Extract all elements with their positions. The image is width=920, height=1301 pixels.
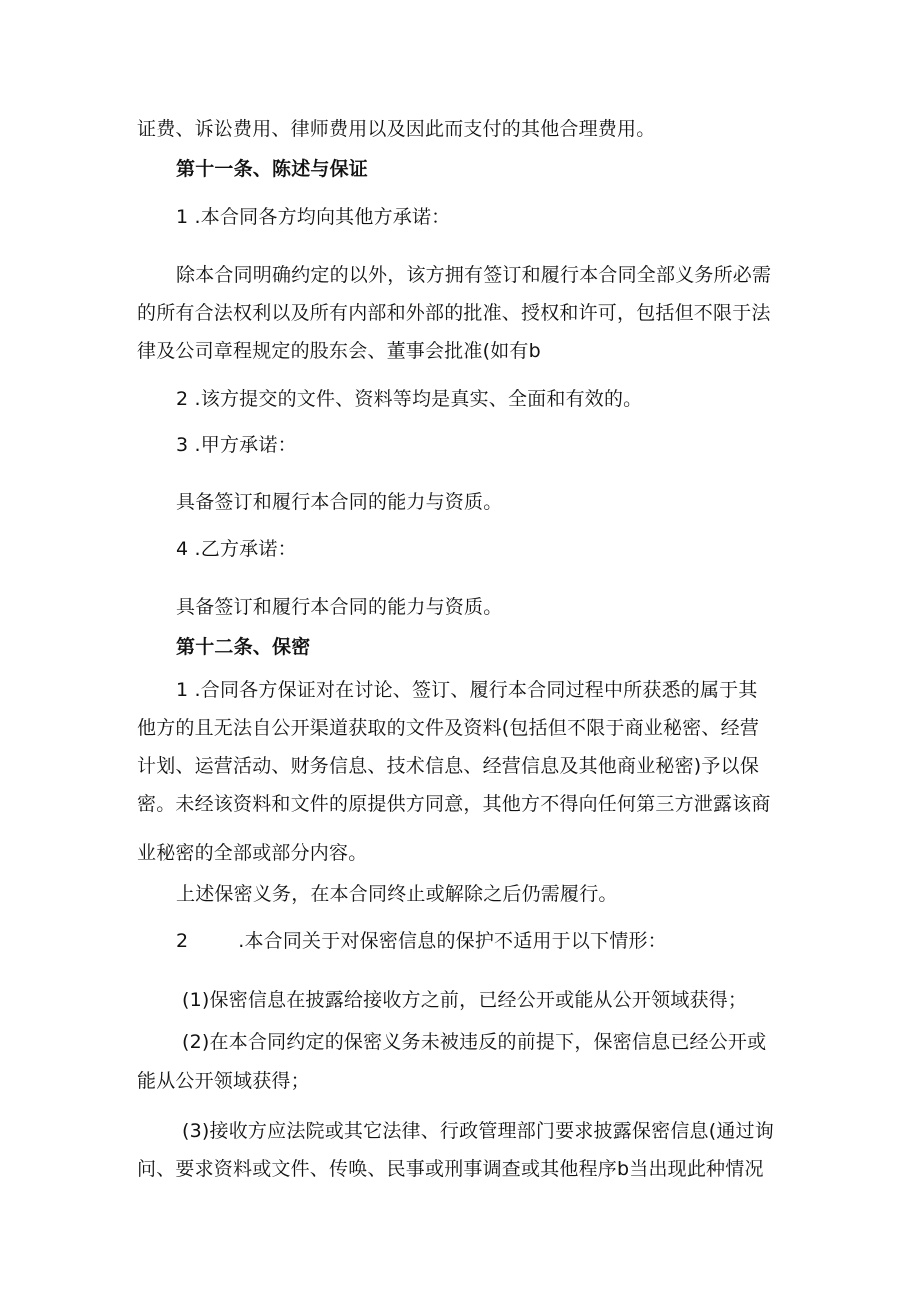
text-line: (2)在本合同约定的保密义务未被违反的前提下，保密信息已经公开或 bbox=[182, 1031, 767, 1053]
text-line: 4 .乙方承诺： bbox=[176, 538, 297, 560]
text-line: 2 .该方提交的文件、资料等均是真实、全面和有效的。 bbox=[176, 388, 643, 410]
text-line: 密。未经该资料和文件的原提供方同意，其他方不得向任何第三方泄露该商 bbox=[137, 793, 771, 815]
text-line: 证费、诉讼费用、律师费用以及因此而支付的其他合理费用。 bbox=[137, 118, 656, 140]
text-line: 具备签订和履行本合同的能力与资质。 bbox=[176, 491, 503, 513]
section-heading: 第十二条、保密 bbox=[176, 636, 311, 658]
text-line: 的所有合法权利以及所有内部和外部的批准、授权和许可，包括但不限于法 bbox=[137, 302, 771, 324]
text-line: 1 .合同各方保证对在讨论、签订、履行本合同过程中所获悉的属于其 bbox=[176, 679, 758, 701]
section-heading: 第十一条、陈述与保证 bbox=[176, 158, 369, 180]
text-line: 业秘密的全部或部分内容。 bbox=[137, 842, 368, 864]
text-line: 1 .本合同各方均向其他方承诺： bbox=[176, 206, 451, 228]
text-line: 问、要求资料或文件、传唤、民事或刑事调查或其他程序b当出现此种情况 bbox=[137, 1158, 764, 1180]
text-line: 上述保密义务，在本合同终止或解除之后仍需履行。 bbox=[176, 883, 618, 905]
text-line: 律及公司章程规定的股东会、董事会批准(如有b bbox=[137, 340, 541, 362]
text-line: 3 .甲方承诺： bbox=[176, 434, 297, 456]
text-line: (3)接收方应法院或其它法律、行政管理部门要求披露保密信息(通过询 bbox=[182, 1120, 774, 1142]
text-line: 计划、运营活动、财务信息、技术信息、经营信息及其他商业秘密)予以保 bbox=[137, 755, 760, 777]
text-line: (1)保密信息在披露给接收方之前，已经公开或能从公开领域获得； bbox=[182, 989, 748, 1011]
text-line: 他方的且无法自公开渠道获取的文件及资料(包括但不限于商业秘密、经营 bbox=[137, 717, 760, 739]
text-line: 具备签订和履行本合同的能力与资质。 bbox=[176, 596, 503, 618]
text-line: 除本合同明确约定的以外，该方拥有签订和履行本合同全部义务所必需 bbox=[176, 264, 772, 286]
text-line: 2 .本合同关于对保密信息的保护不适用于以下情形： bbox=[176, 930, 667, 952]
text-line: 能从公开领域获得； bbox=[137, 1070, 310, 1092]
